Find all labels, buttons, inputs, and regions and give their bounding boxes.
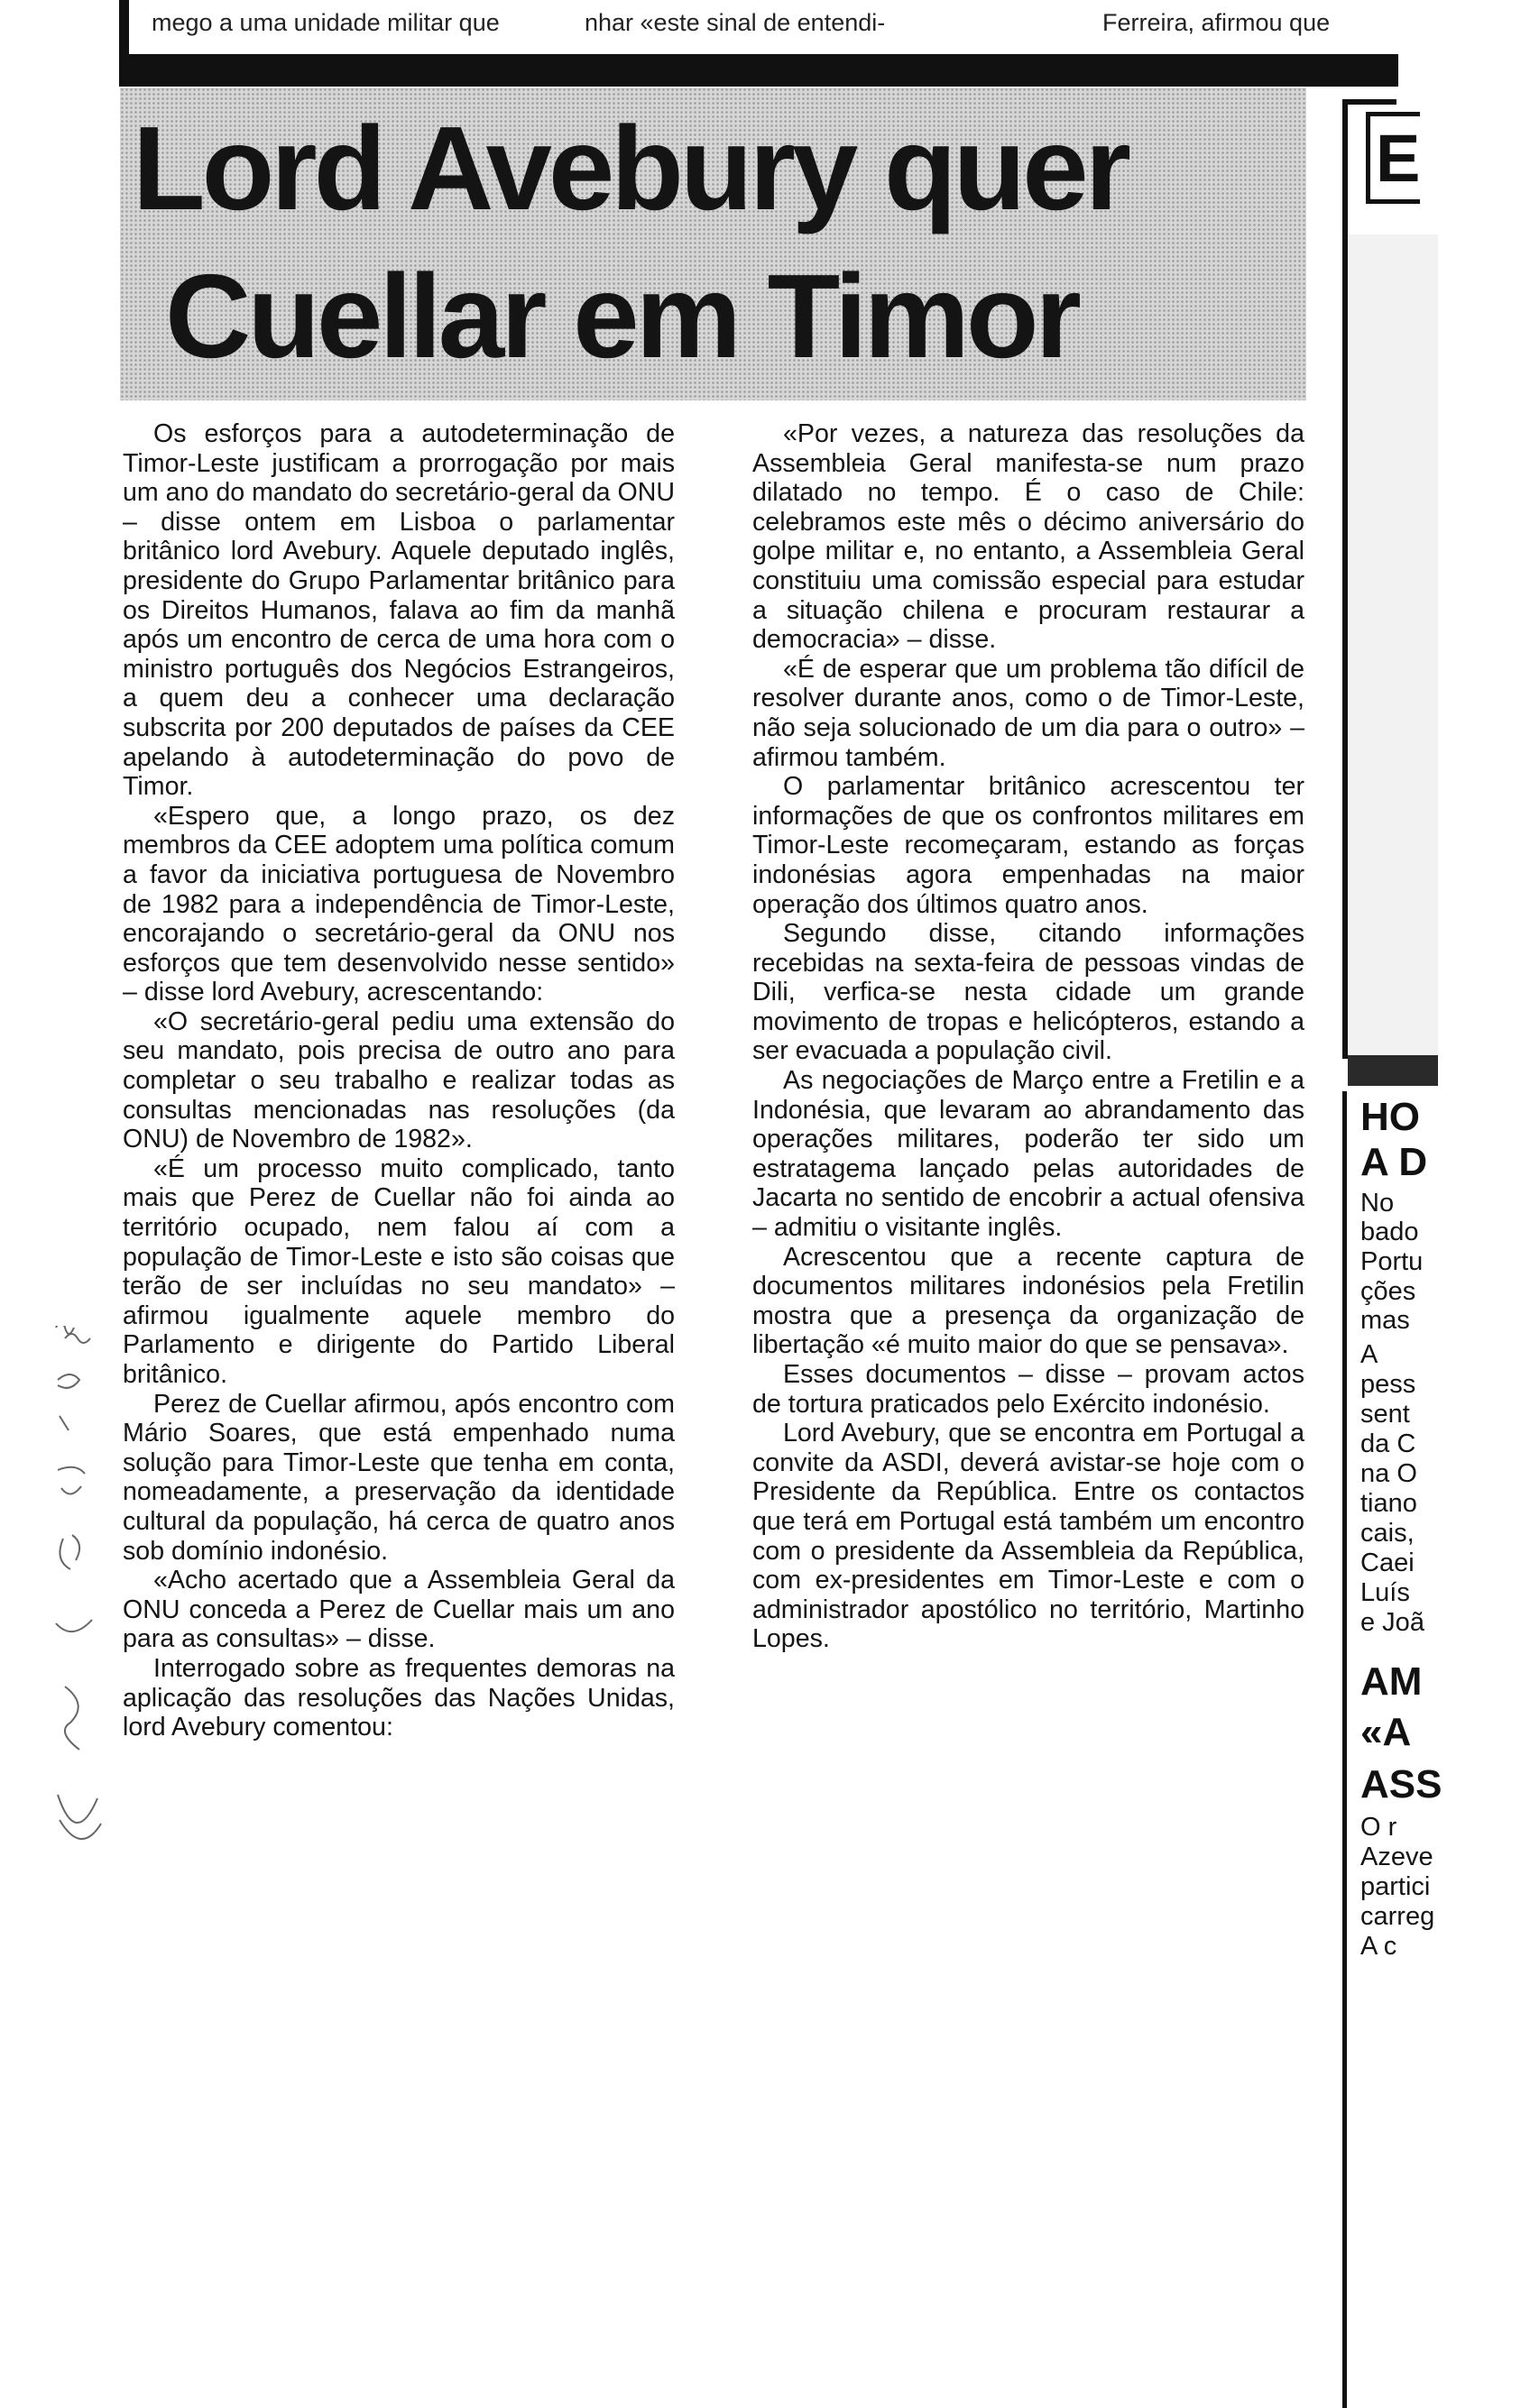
right-box-letter: E <box>1366 112 1420 204</box>
paragraph: «Espero que, a longo prazo, os dez membros da CEE adoptem uma política comum a favor da iniciativa portuguesa de Novembro de 1982 para a independência de Timor-Leste, encorajando o secretário-geral da ONU nos esforços que tem desenvolvido nesse sentido» – disse lord Avebury, acrescentando: <box>123 801 675 1007</box>
side-line: A c <box>1360 1932 1397 1961</box>
paragraph: «O secretário-geral pediu uma extensão do seu mandato, pois precisa de outro ano para completar o seu trabalho e realizar todas as consultas mencionadas nas resoluções (da ONU) de Novembro de 1982». <box>123 1006 675 1154</box>
paragraph: As negociações de Março entre a Fretilin e a Indonésia, que levaram ao abrandamento das operações militares, poderão ter sido um estratagema lançado pelas autoridades de Jacarta no sentido de encobrir a actual ofensiva – admitiu o visitante inglês. <box>752 1066 1304 1243</box>
top-strip-col2: nhar «este sinal de entendi- <box>585 9 886 36</box>
side-line: da C <box>1360 1429 1416 1458</box>
side-line: ções <box>1360 1277 1416 1306</box>
side-line: No <box>1360 1189 1395 1218</box>
side-line: bado <box>1360 1218 1419 1246</box>
paragraph: O parlamentar britânico acrescentou ter informações de que os confrontos militares em Timor-Leste recomeçaram, estando as forças indonésias agora empenhadas na maior operação dos últimos quatro anos. <box>752 772 1304 919</box>
side-heading-1: HO <box>1360 1095 1420 1139</box>
headline-line-2: Cuellar em Timor <box>165 250 1078 382</box>
side-line: Luís <box>1360 1578 1410 1607</box>
right-frame-top-rule <box>1342 99 1396 105</box>
side-heading-5: ASS <box>1360 1762 1442 1806</box>
paragraph: Acrescentou que a recente captura de documentos militares indonésios pela Fretilin mostra que a presença da organização de libertação «é muito maior do que se pensava». <box>752 1242 1304 1360</box>
article-column-left <box>123 419 675 1742</box>
side-heading-4: «A <box>1360 1710 1412 1754</box>
photo-caption-bar <box>1348 1055 1438 1086</box>
paragraph: Lord Avebury, que se encontra em Portugal a convite da ASDI, deverá avistar-se hoje com o Presidente da República. Entre os contactos que terá em Portugal está também um encontro com o presidente da Assembleia da República, com ex-presidentes em Timor-Leste e com o administrador apostólico no território, Martinho Lopes. <box>752 1419 1304 1654</box>
headline-line-1: Lord Avebury quer <box>133 102 1129 234</box>
side-line: sent <box>1360 1400 1410 1429</box>
side-line: cais, <box>1360 1519 1415 1548</box>
right-column-rule <box>1342 1091 1347 2408</box>
side-line: partici <box>1360 1872 1431 1901</box>
paragraph: Perez de Cuellar afirmou, após encontro com Mário Soares, que está empenhado numa solução para Timor-Leste que tenha em conta, nomeadamente, a preservação da identidade cultural da população, há cerca de quatro anos sob domínio indonésio. <box>123 1389 675 1566</box>
paragraph: Segundo disse, citando informações recebidas na sexta-feira de pessoas vindas de Dili, verfica-se nesta cidade um grande movimento de tropas e helicópteros, estando a ser evacuada a população civil. <box>752 919 1304 1066</box>
paragraph: «É um processo muito complicado, tanto mais que Perez de Cuellar não foi ainda ao território ocupado, nem falou aí com a população de Timor-Leste e isto são coisas que terão de ser incluídas no seu mandato» – afirmou igualmente aquele membro do Parlamento e dirigente do Partido Liberal britânico. <box>123 1153 675 1389</box>
black-section-rule <box>119 54 1398 87</box>
paragraph: «Acho acertado que a Assembleia Geral da ONU conceda a Perez de Cuellar mais um ano para as consultas» – disse. <box>123 1566 675 1654</box>
paragraph: «Por vezes, a natureza das resoluções da Assembleia Geral manifesta-se num prazo dilatado no tempo. É o caso de Chile: celebramos este mês o décimo aniversário do golpe militar e, no entanto, a Assembleia Geral constituiu uma comissão especial para estudar a situação chilena e procuram restaurar a democracia» – disse. <box>752 419 1304 655</box>
photo-fragment <box>1348 234 1438 1060</box>
side-line: pess <box>1360 1370 1416 1399</box>
paragraph: «É de esperar que um problema tão difícil de resolver durante anos, como o de Timor-Leste, não seja solucionado de um dia para o outro» – afirmou também. <box>752 654 1304 772</box>
side-heading-2: A D <box>1360 1140 1428 1184</box>
headline-box <box>120 87 1306 400</box>
side-line: na O <box>1360 1459 1417 1488</box>
side-line: carreg <box>1360 1902 1435 1931</box>
side-line: Caei <box>1360 1549 1415 1577</box>
side-line: O r <box>1360 1813 1397 1842</box>
paragraph: Interrogado sobre as frequentes demoras na aplicação das resoluções das Nações Unidas, lord Avebury comentou: <box>123 1653 675 1742</box>
paragraph: Os esforços para a autodeterminação de Timor-Leste justificam a prorrogação por mais um ano do mandato do secretário-geral da ONU – disse ontem em Lisboa o parlamentar britânico lord Avebury. Aquele deputado inglês, presidente do Grupo Parlamentar britânico para os Direitos Humanos, falava ao fim da manhã após um encontro de cerca de uma hora com o ministro português dos Negócios Estrangeiros, a quem deu a conhecer uma declaração subscrita por 200 deputados de países da CEE apelando à autodeterminação do povo de Timor. <box>123 419 675 802</box>
side-line: tiano <box>1360 1489 1417 1518</box>
top-strip-col1: mego a uma unidade militar que <box>152 9 500 36</box>
side-line: e Joã <box>1360 1608 1424 1637</box>
side-heading-3: AM <box>1360 1659 1423 1704</box>
top-strip-col3: Ferreira, afirmou que <box>1102 9 1331 36</box>
article-column-middle <box>752 419 1304 1654</box>
side-line: Azeve <box>1360 1843 1433 1871</box>
handwritten-margin-note <box>45 1326 117 2390</box>
paragraph: Esses documentos – disse – provam actos de tortura praticados pelo Exército indonésio. <box>752 1360 1304 1419</box>
side-line: A <box>1360 1340 1378 1369</box>
side-line: Portu <box>1360 1247 1424 1276</box>
side-line: mas <box>1360 1306 1410 1335</box>
